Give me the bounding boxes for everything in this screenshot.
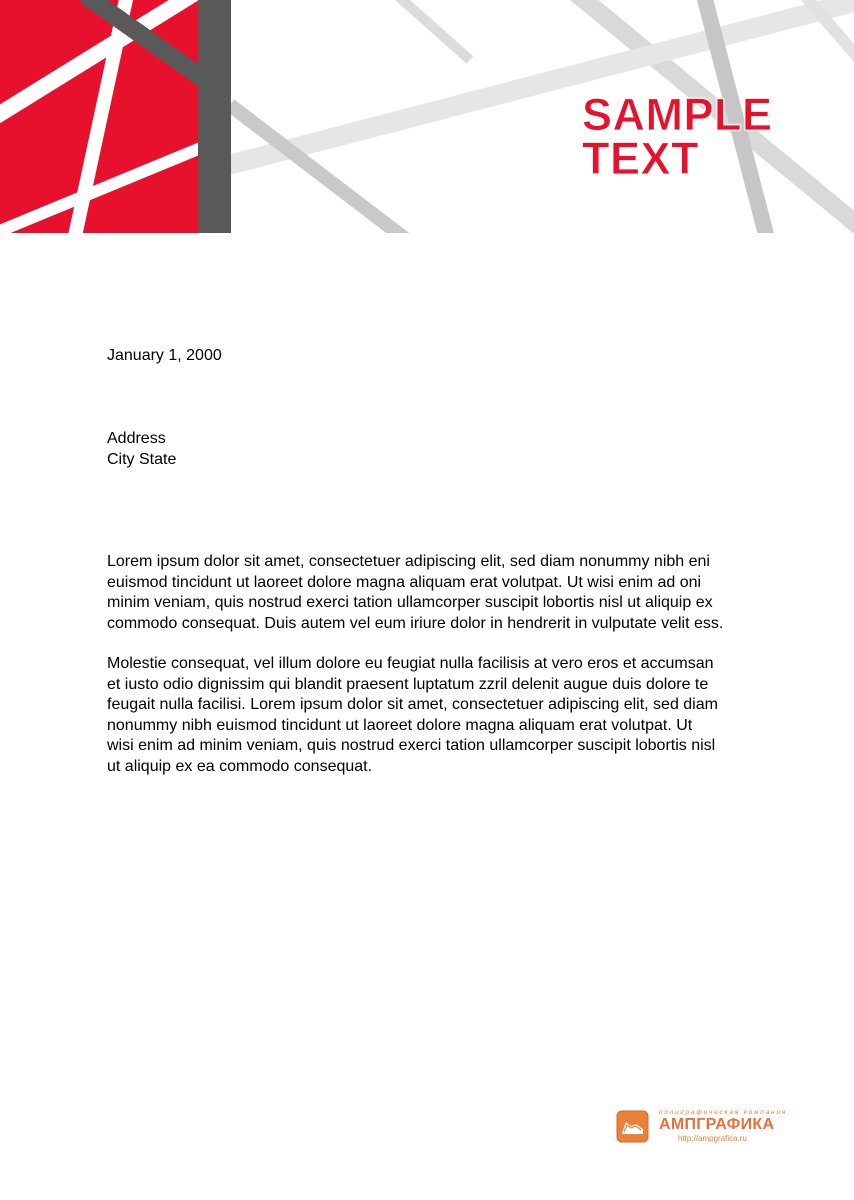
text-line: feugait nulla facilisi. Lorem ipsum dolor sit amet, consectetuer adipiscing elit, sed diam [107, 696, 718, 713]
address-line: Address [107, 430, 166, 447]
logo-tagline: полиграфическая компания [659, 1109, 788, 1116]
text-line: ut aliquip ex ea commodo consequat. [107, 757, 373, 775]
text-line: Lorem ipsum dolor sit amet, consectetuer adipiscing elit, sed diam nonummy nibh eni [107, 553, 710, 570]
paragraph-2 [107, 654, 797, 777]
text-line: euismod tincidunt ut laoreet dolore magna aliquam erat volutpat. Ut wisi enim ad oni [107, 573, 702, 591]
red-block [0, 0, 220, 233]
brand-title-line2: TEXT [582, 133, 700, 184]
text-line: nonummy nibh euismod tincidunt ut laoreet dolore magna aliquam erat volutpat. Ut [107, 716, 693, 734]
brand-title [582, 89, 773, 184]
text-line: et iusto odio dignissim qui blandit praesent luptatum zzril delenit augue duis dolore te [107, 675, 709, 693]
text-line: minim veniam, quis nostrud exerci tation ullamcorper suscipit lobortis nisl ut aliquip ex [107, 594, 713, 611]
brand-title-line1: SAMPLE [582, 89, 773, 140]
letter-body [107, 552, 797, 797]
text-line: commodo consequat. Duis autem vel eum iriure dolor in hendrerit in vulputate velit ess. [107, 614, 724, 632]
city-state-line: City State [107, 451, 177, 468]
letter-date: January 1, 2000 [107, 347, 222, 364]
logo-name: АМПГРАФИКА [659, 1116, 775, 1133]
shoe-logo-icon [616, 1110, 649, 1143]
letter-address [107, 428, 176, 470]
text-line: wisi enim ad minim veniam, quis nostrud exerci tation ullamcorper suscipit lobortis nisl [107, 737, 716, 754]
footer-logo [616, 1107, 786, 1147]
paragraph-1 [107, 552, 797, 634]
logo-url: http://ampgrafica.ru [678, 1134, 747, 1143]
text-line: Molestie consequat, vel illum dolore eu feugiat nulla facilisis at vero eros et accumsan [107, 655, 714, 672]
dark-bar [198, 0, 231, 233]
